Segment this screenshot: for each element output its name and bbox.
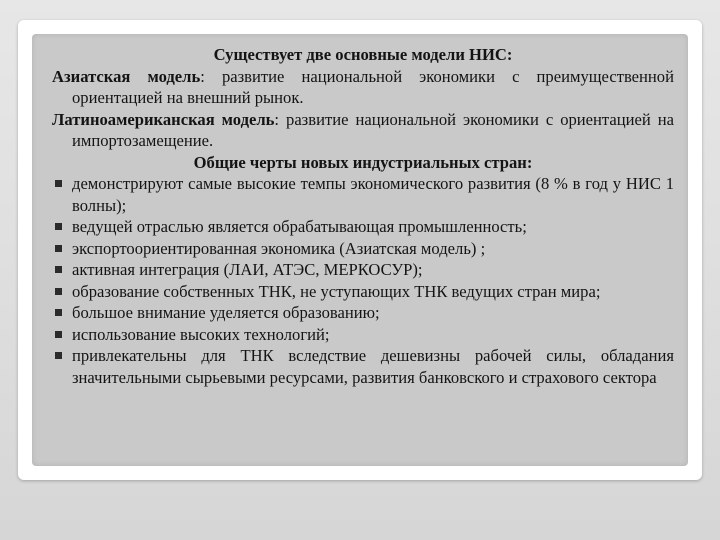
- list-item: демонстрируют самые высокие темпы экономического развития (8 % в год у НИС 1 волны);: [52, 173, 674, 216]
- features-list: [52, 173, 674, 388]
- list-item: активная интеграция (ЛАИ, АТЭС, МЕРКОСУР);: [52, 259, 674, 281]
- model-asian: [52, 66, 674, 109]
- square-bullet-icon: [55, 266, 62, 273]
- list-item: образование собственных ТНК, не уступающих ТНК ведущих стран мира;: [52, 281, 674, 303]
- model-latin: [52, 109, 674, 152]
- square-bullet-icon: [55, 352, 62, 359]
- list-item: привлекательны для ТНК вследствие дешевизны рабочей силы, обладания значительными сырьевыми ресурсами, развития банковского и страхового сектора: [52, 345, 674, 388]
- features-heading: Общие черты новых индустриальных стран:: [193, 152, 533, 172]
- model-latin-text: : развитие национальной экономики с ориентацией на импортозамещение.: [72, 109, 674, 150]
- square-bullet-icon: [55, 309, 62, 316]
- model-asian-name: Азиатская модель: [52, 66, 201, 86]
- list-item: экспортоориентированная экономика (Азиатская модель) ;: [52, 238, 674, 260]
- list-item: ведущей отраслью является обрабатывающая промышленность;: [52, 216, 674, 238]
- list-item: большое внимание уделяется образованию;: [52, 302, 674, 324]
- square-bullet-icon: [55, 288, 62, 295]
- square-bullet-icon: [55, 245, 62, 252]
- square-bullet-icon: [55, 331, 62, 338]
- slide-title: Существует две основные модели НИС:: [213, 45, 513, 64]
- model-asian-text: : развитие национальной экономики с преимущественной ориентацией на внешний рынок.: [72, 66, 674, 107]
- list-item: использование высоких технологий;: [52, 324, 674, 346]
- slide-content: [52, 44, 674, 388]
- square-bullet-icon: [55, 180, 62, 187]
- square-bullet-icon: [55, 223, 62, 230]
- model-latin-name: Латиноамериканская модель: [52, 109, 275, 129]
